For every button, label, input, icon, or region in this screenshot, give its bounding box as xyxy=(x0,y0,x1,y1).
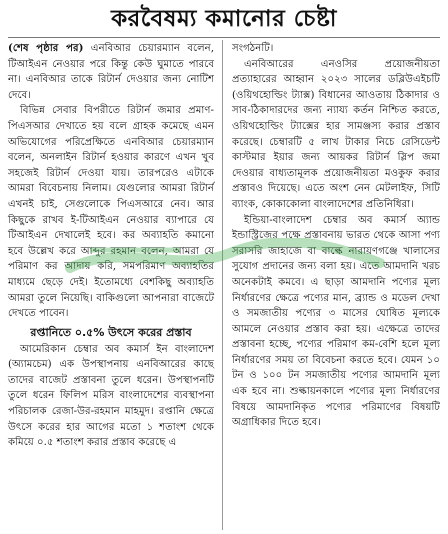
continuation-lead: (শেষ পৃষ্ঠার পর) xyxy=(8,42,84,54)
headline-rule xyxy=(8,37,440,38)
paragraph: ইন্ডিয়া-বাংলাদেশ চেম্বার অব কমার্স অ্যান্ড ইন্ডাস্ট্রিজের পক্ষে প্রস্তাবনায় ভারত থেকে আসা পণ্য সরাসরি জাহাজে বা বাল্কে নারায়ণগঞ্জে খালাসের সুযোগ প্রদানের জন্য বলা হয়। এতে আমদানি খরচ অনেকটাই কমবে। এ ছাড়া আমদানি পণ্যের মূল্য নির্ধারণের ক্ষেত্রে পণ্যের মান, ব্র্যান্ড ও মডেল দেখা ও সমজাতীয় পণ্যের ৩ মাসের ঘোষিত মূল্যকে আমলে নেওয়ার প্রস্তাব করা হয়। এক্ষেত্রে তাদের প্রস্তাবনা হচ্ছে, পণ্যের পরিমাণ কম-বেশি হলে মূল্য নির্ধারণের সময় তা বিবেচনা করতে হবে। যেমন ১০ টন ও ১০০ টন সমজাতীয় পণ্যের আমদানি মূল্য এক হবে না। শুল্কায়নকালে পণ্যের মূল্য নির্ধারণের বিষয়ে আমদানিকৃত পণ্যের পরিমাণের বিষয়টি অগ্রাধিকার দিতে হবে। xyxy=(232,214,440,429)
paragraph: এনবিআরের এনওসির প্রয়োজনীয়তা প্রত্যাহারের আহ্বান ২০২৩ সালের ডব্লিউএইচটি (ওয়িথহোল্ডিং ট্যাক্স) বিধানের আওতায় ঠিকাদার ও সাব-ঠিকাদারদের জন্য ন্যায্য কর্তন নিশ্চিত করতে, ওয়িথহোল্ডিং ট্যাক্সের হার সামঞ্জস্য করার প্রস্তাব করেছে। চেম্বারটি ৫ লাখ টাকার নিচে রেসিডেন্ট কাস্টমার ইয়ার জন্য আয়কর রিটার্ন স্লিপ জমা দেওয়ার বাধ্যতামূলক প্রয়োজনীয়তা মওকুফ করার প্রস্তাবও দিয়েছে। এতে অংশ নেন মেটলাইফ, সিটি ব্যাংক, কোকাকোলা বাংলাদেশের প্রতিনিধিরা। xyxy=(232,58,440,210)
subheading: রপ্তানিতে ০.৫% উৎসে করের প্রস্তাব xyxy=(30,325,192,339)
paragraph: বিভিন্ন সেবার বিপরীতে রিটার্ন জমার প্রমাণ-পিএসআর দেখাতে হয় বলে গ্রাহক কমেছে এমন অভিযোগের পরিপ্রেক্ষিতে এনবিআর চেয়ারম্যান বলেন, অনলাইন রিটার্ন হওয়ার কারণে এখন খুব সহজেই রিটার্ন দেওয়া যায়। তারপরেও এটাকে আমরা বিবেচনায় নিলাম। যেগুলোর আমরা রিটার্ন এখনই চাই, সেগুলোকে পিএসআরে নেব। আর কিছুকে রাখব ই-টিআইএন নেওয়ার ব্যাপারে যে টিআইএন দেখালেই হবে। কর অব্যাহতি কমানো হবে উল্লেখ করে আব্দুর রহমান বলেন, আমরা যে পরিমাণ কর আদায় করি, সমপরিমাণ অব্যাহতির মাধ্যমে ছেড়ে দেই। ইতোমধ্যে বেশকিছু অব্যাহতি আমরা তুলে নিয়েছি। বাকিগুলো আপনারা বাজেটে দেখতে পাবেন। xyxy=(8,105,214,320)
headline: করবৈষম্য কমানোর চেষ্টা xyxy=(111,6,337,32)
right-column xyxy=(232,41,440,431)
paragraph-text: এনবিআর চেয়ারম্যান বলেন, টিআইএন নেওয়ার পরে কিন্তু কেউ ঘুমাতে পারবে না। এনবিআর তাকে রিটার্ন দেওয়ার জন্য নোটিশ দেবে। xyxy=(8,43,214,101)
paragraph: সংগঠনটি। xyxy=(232,43,274,54)
left-column xyxy=(8,41,214,451)
column-divider xyxy=(222,40,223,530)
paragraph: আমেরিকান চেম্বার অব কমার্স ইন বাংলাদেশ (অ্যামচেম) এক উপস্থাপনায় এনবিআরের কাছে তাদের বাজেট প্রস্তাবনা তুলে ধরেন। উপস্থাপনটি তুলে ধরেন ফিলিপ মরিস বাংলাদেশের ব্যবস্থাপনা পরিচালক রেজা-উর-রহমান মাহমুদ। রপ্তানি ক্ষেত্রে উৎসে করের হার আগের মতো ১ শতাংশ থেকে কমিয়ে ০.৫ শতাংশ করার প্রস্তাব করেছে এ xyxy=(8,343,214,449)
paragraph xyxy=(8,41,214,103)
